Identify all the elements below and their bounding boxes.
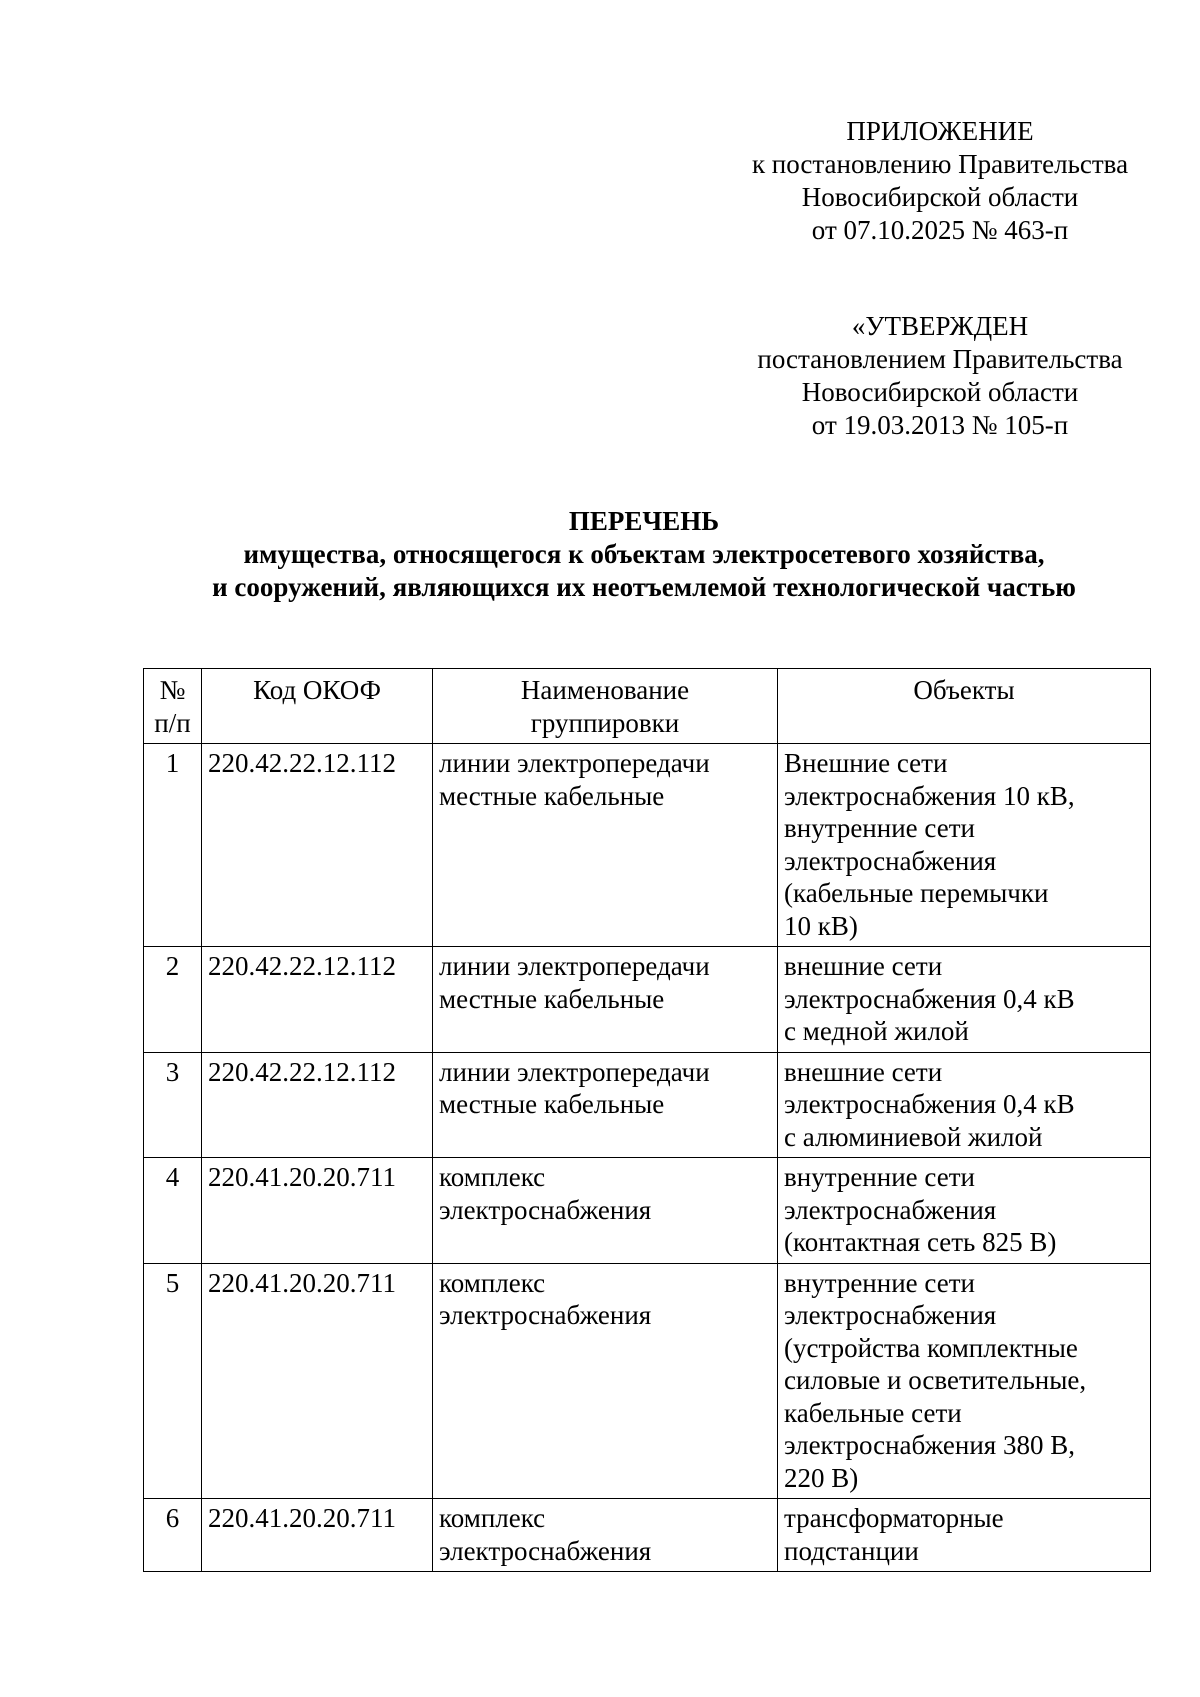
appendix-line-2: к постановлению Правительства	[751, 149, 1129, 179]
row-number: 6	[144, 1499, 202, 1572]
header-objects-line: Объекты	[913, 675, 1015, 705]
group-name-line: комплекс	[439, 1162, 546, 1192]
objects-line: электроснабжения	[784, 1194, 997, 1225]
approved-line-3: Новосибирской области	[801, 377, 1079, 407]
group-name	[433, 1263, 778, 1499]
group-name-line: линии электропередачи	[439, 951, 710, 981]
objects-line: (устройства комплектные	[784, 1332, 1078, 1363]
table-row	[144, 1052, 1151, 1158]
objects-line: электроснабжения 0,4 кВ	[784, 1089, 1075, 1119]
okof-code: 220.42.22.12.112	[202, 947, 433, 1053]
objects-line: (контактная сеть 825 В)	[784, 1227, 1057, 1257]
objects-line: 220 В)	[784, 1462, 859, 1493]
objects	[778, 1499, 1151, 1572]
objects-line: с алюминиевой жилой	[784, 1121, 1043, 1152]
objects-line: внешние сети	[784, 1056, 943, 1087]
row-number: 1	[144, 744, 202, 947]
row-number: 2	[144, 947, 202, 1053]
group-name	[433, 1052, 778, 1158]
header-okof-code	[202, 669, 433, 744]
appendix-block	[680, 115, 1200, 247]
objects-line: силовые и осветительные,	[784, 1365, 1087, 1395]
group-name-line: электроснабжения	[439, 1194, 652, 1225]
objects-line: с медной жилой	[784, 1016, 969, 1046]
group-name-line: электроснабжения	[439, 1300, 652, 1330]
objects	[778, 1263, 1151, 1499]
group-name	[433, 1158, 778, 1264]
group-name-line: комплекс	[439, 1503, 546, 1533]
objects-line: внутренние сети	[784, 813, 975, 843]
approved-block	[680, 310, 1200, 442]
okof-code: 220.42.22.12.112	[202, 1052, 433, 1158]
header-number-line: п/п	[154, 707, 191, 738]
group-name-line: линии электропередачи	[439, 1056, 710, 1087]
table-row	[144, 744, 1151, 947]
document-title	[0, 505, 1200, 604]
property-table	[143, 668, 1151, 1572]
header-number	[144, 669, 202, 744]
objects-line: кабельные сети	[784, 1397, 962, 1428]
objects-line: электроснабжения	[784, 1300, 997, 1330]
header-group-name	[433, 669, 778, 744]
table-row	[144, 1158, 1151, 1264]
objects	[778, 1052, 1151, 1158]
approved-line-2: постановлением Правительства	[757, 344, 1123, 374]
group-name-line: местные кабельные	[439, 983, 665, 1014]
objects-line: электроснабжения	[784, 845, 997, 876]
group-name-line: линии электропередачи	[439, 748, 710, 778]
objects-line: электроснабжения 10 кВ,	[784, 780, 1075, 811]
header-okof-code-line: Код ОКОФ	[253, 675, 381, 705]
okof-code: 220.41.20.20.711	[202, 1499, 433, 1572]
appendix-line-4: от 07.10.2025 № 463-п	[811, 215, 1069, 245]
objects-line: внутренние сети	[784, 1267, 975, 1298]
row-number: 5	[144, 1263, 202, 1499]
header-objects	[778, 669, 1151, 744]
appendix-line-3: Новосибирской области	[801, 182, 1079, 212]
objects	[778, 1158, 1151, 1264]
approved-line-4: от 19.03.2013 № 105-п	[811, 410, 1069, 440]
appendix-title: ПРИЛОЖЕНИЕ	[846, 116, 1034, 146]
objects	[778, 947, 1151, 1053]
objects-line: трансформаторные	[784, 1503, 1004, 1533]
objects-line: Внешние сети	[784, 748, 948, 778]
table-header-row	[144, 669, 1151, 744]
okof-code: 220.42.22.12.112	[202, 744, 433, 947]
table-body	[144, 744, 1151, 1572]
header-group-name-line: Наименование	[520, 675, 690, 705]
group-name-line: местные кабельные	[439, 1089, 665, 1119]
header-number-line: №	[159, 675, 186, 705]
objects-line: внутренние сети	[784, 1162, 975, 1192]
objects-line: подстанции	[784, 1535, 919, 1566]
table-row	[144, 1499, 1151, 1572]
approved-title: «УТВЕРЖДЕН	[851, 311, 1029, 341]
header-group-name-line: группировки	[530, 707, 680, 738]
table-row	[144, 1263, 1151, 1499]
objects-line: электроснабжения 380 В,	[784, 1430, 1075, 1460]
title-line-2: имущества, относящегося к объектам электросетевого хозяйства,	[243, 539, 1045, 569]
group-name-line: местные кабельные	[439, 780, 665, 811]
title-line-1: ПЕРЕЧЕНЬ	[568, 506, 720, 536]
objects-line: 10 кВ)	[784, 910, 858, 941]
okof-code: 220.41.20.20.711	[202, 1158, 433, 1264]
group-name-line: комплекс	[439, 1267, 546, 1298]
table-row	[144, 947, 1151, 1053]
group-name-line: электроснабжения	[439, 1535, 652, 1566]
objects-line: (кабельные перемычки	[784, 878, 1049, 908]
group-name	[433, 1499, 778, 1572]
objects-line: электроснабжения 0,4 кВ	[784, 983, 1075, 1014]
objects	[778, 744, 1151, 947]
row-number: 3	[144, 1052, 202, 1158]
property-table-wrapper	[143, 668, 1151, 1572]
okof-code: 220.41.20.20.711	[202, 1263, 433, 1499]
row-number: 4	[144, 1158, 202, 1264]
objects-line: внешние сети	[784, 951, 943, 981]
table-header	[144, 669, 1151, 744]
group-name	[433, 947, 778, 1053]
title-line-3: и сооружений, являющихся их неотъемлемой технологической частью	[212, 572, 1076, 602]
group-name	[433, 744, 778, 947]
